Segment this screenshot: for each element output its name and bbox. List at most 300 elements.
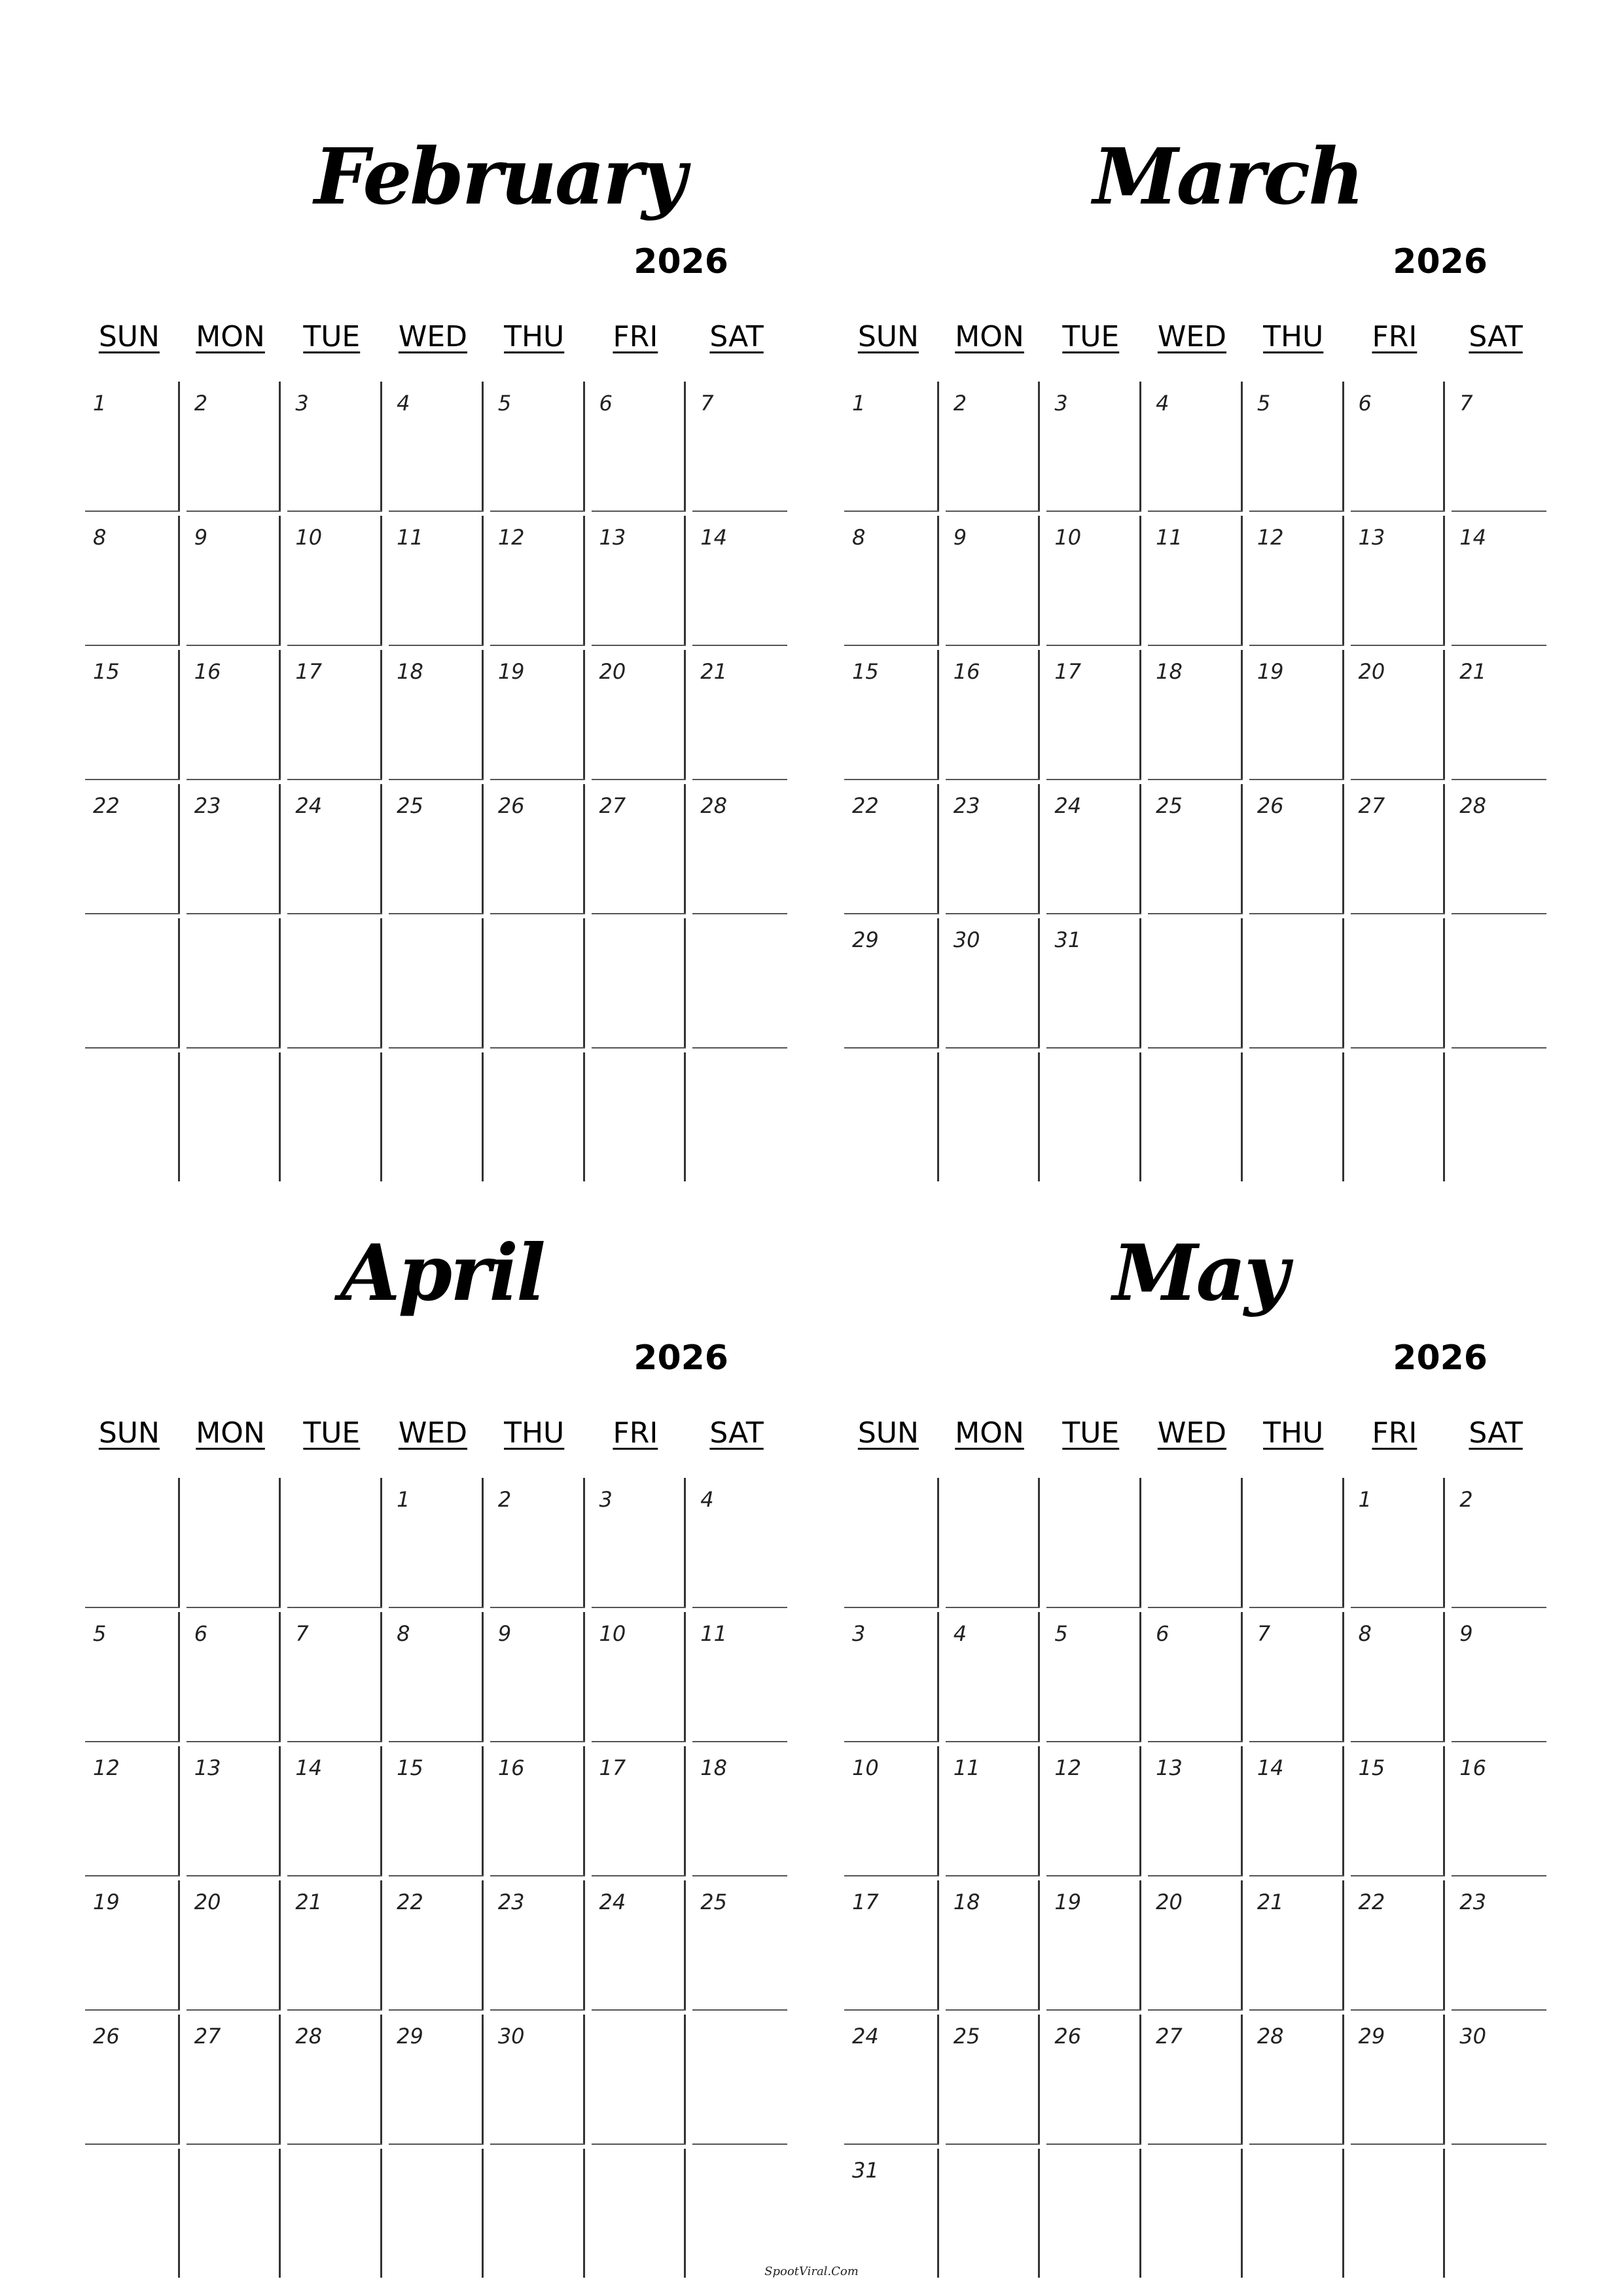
day-cell (382, 1473, 484, 1607)
day-number: 13 (1156, 1755, 1183, 1780)
weekday-label (1141, 311, 1243, 363)
day-cell (382, 1875, 484, 2009)
day-cell (939, 1607, 1041, 1741)
day-cell (180, 2009, 281, 2144)
day-number: 16 (953, 659, 980, 684)
weekday-header (79, 311, 787, 363)
weekday-text: THU (1263, 320, 1324, 353)
day-cell (1141, 2009, 1243, 2144)
day-cell (180, 2144, 281, 2278)
day-number: 7 (295, 1621, 309, 1646)
day-cell (382, 1047, 484, 1181)
day-cell (838, 1741, 939, 1875)
day-number: 27 (1156, 2024, 1183, 2049)
day-cell (484, 645, 585, 779)
month-title: May (1113, 1227, 1287, 1318)
day-number: 12 (1054, 1755, 1082, 1780)
day-cell (180, 1607, 281, 1741)
day-cell (180, 1473, 281, 1607)
day-cell (79, 511, 180, 645)
day-number: 22 (93, 793, 120, 818)
day-number: 19 (1257, 659, 1284, 684)
day-cell (281, 1047, 382, 1181)
day-number: 4 (1156, 391, 1169, 416)
day-number: 12 (93, 1755, 120, 1780)
day-cell (484, 1741, 585, 1875)
weekday-text: THU (1263, 1416, 1324, 1450)
day-cell (180, 645, 281, 779)
day-cell (1040, 1607, 1141, 1741)
day-cell (939, 779, 1041, 913)
day-number: 22 (1358, 1890, 1385, 1914)
day-cell (79, 1875, 180, 2009)
day-number: 4 (700, 1487, 714, 1512)
day-cell (1141, 1741, 1243, 1875)
day-cell (585, 1741, 687, 1875)
day-number: 4 (953, 1621, 967, 1646)
day-number: 25 (700, 1890, 727, 1914)
day-cell (585, 913, 687, 1047)
weekday-label (1344, 311, 1446, 363)
day-number: 17 (1054, 659, 1082, 684)
day-cell (1243, 1607, 1344, 1741)
day-cell (1040, 645, 1141, 779)
day-number: 20 (599, 659, 626, 684)
day-number: 8 (397, 1621, 410, 1646)
day-number: 30 (953, 927, 980, 952)
day-number: 10 (295, 525, 323, 550)
day-cell (382, 645, 484, 779)
weekday-label (1141, 1407, 1243, 1460)
weekday-text: MON (955, 320, 1024, 353)
weekday-header (838, 1407, 1546, 1460)
weekday-text: THU (504, 320, 565, 353)
day-cell (281, 376, 382, 511)
weekday-label (281, 311, 382, 363)
day-cell (939, 1047, 1041, 1181)
day-number: 2 (194, 391, 208, 416)
day-cell (1040, 779, 1141, 913)
day-number: 22 (852, 793, 879, 818)
day-cell (1344, 779, 1446, 913)
day-cell (939, 376, 1041, 511)
day-cell (281, 1875, 382, 2009)
month-may (838, 1211, 1546, 2214)
day-number: 18 (1156, 659, 1183, 684)
day-number: 24 (852, 2024, 879, 2049)
weekday-text: SAT (709, 320, 764, 353)
weekday-text: SUN (98, 320, 160, 353)
day-cell (585, 2144, 687, 2278)
day-cell (382, 1741, 484, 1875)
day-cell (484, 1047, 585, 1181)
weekday-text: WED (398, 1416, 468, 1450)
day-number: 24 (1054, 793, 1082, 818)
day-number: 25 (397, 793, 423, 818)
day-cell (1344, 913, 1446, 1047)
day-cell (1040, 2009, 1141, 2144)
day-number: 11 (1156, 525, 1183, 550)
day-number: 9 (953, 525, 967, 550)
weekday-label (838, 1407, 939, 1460)
day-cell (838, 1607, 939, 1741)
weekday-label (838, 311, 939, 363)
day-cell (1040, 1473, 1141, 1607)
weekday-text: WED (1157, 1416, 1227, 1450)
day-cell (838, 1047, 939, 1181)
day-number: 23 (194, 793, 221, 818)
weekday-text: SUN (98, 1416, 160, 1450)
day-cell (1344, 1473, 1446, 1607)
day-cell (79, 1741, 180, 1875)
day-cell (1445, 1047, 1546, 1181)
day-cell (1141, 779, 1243, 913)
day-number: 20 (194, 1890, 221, 1914)
day-cell (585, 1607, 687, 1741)
day-cell (484, 1473, 585, 1607)
day-cell (939, 1473, 1041, 1607)
day-cell (484, 2144, 585, 2278)
month-year: 2026 (1393, 242, 1488, 281)
day-cell (382, 2144, 484, 2278)
day-cell (1445, 645, 1546, 779)
day-number: 30 (1459, 2024, 1486, 2049)
day-cell (281, 913, 382, 1047)
day-number: 6 (1156, 1621, 1169, 1646)
day-cell (686, 1473, 787, 1607)
day-number: 6 (599, 391, 613, 416)
day-number: 14 (295, 1755, 323, 1780)
day-cell (281, 1473, 382, 1607)
day-cell (939, 645, 1041, 779)
day-cell (686, 1875, 787, 2009)
day-cell (1445, 2144, 1546, 2278)
day-number: 14 (1459, 525, 1486, 550)
day-cell (382, 511, 484, 645)
day-cell (939, 913, 1041, 1047)
day-cell (686, 376, 787, 511)
day-cell (1141, 913, 1243, 1047)
weekday-label (1040, 1407, 1141, 1460)
day-number: 5 (1257, 391, 1271, 416)
month-title: April (340, 1227, 544, 1318)
day-number: 10 (1054, 525, 1082, 550)
day-cell (686, 2144, 787, 2278)
day-cell (1040, 511, 1141, 645)
day-number: 3 (852, 1621, 866, 1646)
day-cell (686, 913, 787, 1047)
day-number: 5 (93, 1621, 107, 1646)
day-number: 25 (953, 2024, 980, 2049)
weekday-text: SAT (709, 1416, 764, 1450)
day-number: 31 (1054, 927, 1082, 952)
day-number: 7 (1459, 391, 1473, 416)
day-number: 11 (700, 1621, 727, 1646)
month-february (79, 115, 787, 1117)
day-cell (838, 645, 939, 779)
month-title: February (314, 131, 685, 222)
day-number: 12 (497, 525, 525, 550)
weekday-text: SUN (857, 320, 919, 353)
day-cell (686, 1607, 787, 1741)
weekday-text: MON (955, 1416, 1024, 1450)
weekday-text: SUN (857, 1416, 919, 1450)
day-number: 20 (1358, 659, 1385, 684)
day-number: 6 (1358, 391, 1372, 416)
day-number: 30 (497, 2024, 525, 2049)
day-cell (79, 2144, 180, 2278)
day-cell (1344, 645, 1446, 779)
day-number: 14 (700, 525, 727, 550)
calendar-grid (838, 1473, 1546, 2278)
day-cell (484, 2009, 585, 2144)
day-cell (838, 376, 939, 511)
weekday-label (585, 1407, 687, 1460)
day-number: 5 (497, 391, 512, 416)
day-cell (180, 376, 281, 511)
day-cell (484, 913, 585, 1047)
day-cell (838, 1875, 939, 2009)
day-number: 10 (599, 1621, 626, 1646)
weekday-label (939, 311, 1041, 363)
day-cell (1141, 1607, 1243, 1741)
day-cell (838, 1473, 939, 1607)
day-number: 9 (497, 1621, 512, 1646)
day-cell (939, 2009, 1041, 2144)
day-number: 2 (497, 1487, 512, 1512)
day-cell (1344, 2009, 1446, 2144)
weekday-label (484, 311, 585, 363)
day-cell (1344, 1047, 1446, 1181)
day-cell (1445, 1607, 1546, 1741)
day-number: 6 (194, 1621, 208, 1646)
weekday-label (79, 311, 180, 363)
day-number: 27 (599, 793, 626, 818)
day-number: 23 (497, 1890, 525, 1914)
day-cell (1243, 2009, 1344, 2144)
day-cell (79, 1047, 180, 1181)
day-cell (686, 1741, 787, 1875)
weekday-text: TUE (1062, 320, 1120, 353)
day-number: 10 (852, 1755, 879, 1780)
day-cell (686, 1047, 787, 1181)
day-number: 12 (1257, 525, 1284, 550)
day-number: 16 (497, 1755, 525, 1780)
weekday-text: SAT (1469, 320, 1523, 353)
footer-credit: SpootViral.Com (764, 2265, 859, 2278)
day-number: 16 (1459, 1755, 1486, 1780)
day-cell (1344, 511, 1446, 645)
day-number: 20 (1156, 1890, 1183, 1914)
day-cell (585, 1875, 687, 2009)
day-number: 13 (194, 1755, 221, 1780)
calendar-grid (838, 376, 1546, 1181)
day-cell (1445, 376, 1546, 511)
day-cell (1141, 645, 1243, 779)
day-number: 28 (1257, 2024, 1284, 2049)
day-cell (180, 913, 281, 1047)
weekday-header (79, 1407, 787, 1460)
weekday-text: TUE (303, 320, 361, 353)
day-cell (1445, 511, 1546, 645)
day-number: 7 (1257, 1621, 1271, 1646)
weekday-label (686, 1407, 787, 1460)
day-number: 1 (1358, 1487, 1372, 1512)
day-cell (484, 1607, 585, 1741)
day-number: 28 (295, 2024, 323, 2049)
day-cell (1344, 376, 1446, 511)
day-number: 8 (1358, 1621, 1372, 1646)
day-number: 11 (397, 525, 423, 550)
day-cell (1445, 779, 1546, 913)
day-number: 1 (852, 391, 866, 416)
day-cell (838, 2144, 939, 2278)
day-number: 26 (1054, 2024, 1082, 2049)
day-number: 26 (93, 2024, 120, 2049)
day-cell (1344, 1607, 1446, 1741)
day-number: 13 (599, 525, 626, 550)
day-number: 23 (953, 793, 980, 818)
day-number: 16 (194, 659, 221, 684)
day-cell (1243, 376, 1344, 511)
day-cell (838, 511, 939, 645)
day-number: 3 (1054, 391, 1068, 416)
day-number: 19 (497, 659, 525, 684)
day-cell (484, 511, 585, 645)
day-number: 15 (397, 1755, 423, 1780)
day-number: 25 (1156, 793, 1183, 818)
day-number: 7 (700, 391, 714, 416)
day-number: 17 (852, 1890, 879, 1914)
day-cell (686, 2009, 787, 2144)
day-cell (1243, 645, 1344, 779)
day-number: 29 (1358, 2024, 1385, 2049)
weekday-text: WED (398, 320, 468, 353)
day-cell (1445, 2009, 1546, 2144)
month-april (79, 1211, 787, 2214)
day-number: 18 (397, 659, 423, 684)
weekday-label (585, 311, 687, 363)
day-cell (686, 511, 787, 645)
day-number: 5 (1054, 1621, 1068, 1646)
day-number: 26 (1257, 793, 1284, 818)
day-number: 28 (700, 793, 727, 818)
day-number: 15 (93, 659, 120, 684)
day-number: 31 (852, 2158, 879, 2183)
day-cell (382, 376, 484, 511)
day-cell (1040, 1875, 1141, 2009)
day-cell (686, 645, 787, 779)
day-cell (1344, 1741, 1446, 1875)
day-number: 15 (1358, 1755, 1385, 1780)
day-cell (1445, 913, 1546, 1047)
day-number: 14 (1257, 1755, 1284, 1780)
calendar-grid (79, 1473, 787, 2278)
weekday-text: FRI (1372, 320, 1418, 353)
day-cell (79, 376, 180, 511)
day-cell (1243, 1047, 1344, 1181)
day-cell (1243, 1875, 1344, 2009)
day-cell (1445, 1875, 1546, 2009)
weekday-label (484, 1407, 585, 1460)
day-number: 15 (852, 659, 879, 684)
day-cell (1141, 376, 1243, 511)
day-number: 8 (93, 525, 107, 550)
day-number: 1 (93, 391, 107, 416)
day-cell (382, 2009, 484, 2144)
weekday-text: MON (196, 1416, 265, 1450)
day-cell (939, 1741, 1041, 1875)
day-number: 21 (1459, 659, 1486, 684)
day-cell (484, 1875, 585, 2009)
weekday-label (1243, 1407, 1344, 1460)
weekday-text: FRI (1372, 1416, 1418, 1450)
weekday-text: MON (196, 320, 265, 353)
weekday-label (180, 1407, 281, 1460)
day-cell (180, 1875, 281, 2009)
day-cell (1141, 1875, 1243, 2009)
day-cell (382, 779, 484, 913)
month-title: March (1093, 131, 1363, 222)
day-cell (281, 2144, 382, 2278)
weekday-label (382, 1407, 484, 1460)
weekday-label (180, 311, 281, 363)
weekday-text: TUE (1062, 1416, 1120, 1450)
day-number: 18 (953, 1890, 980, 1914)
day-cell (1141, 2144, 1243, 2278)
day-number: 18 (700, 1755, 727, 1780)
day-cell (1040, 913, 1141, 1047)
weekday-text: TUE (303, 1416, 361, 1450)
day-number: 2 (1459, 1487, 1473, 1512)
month-year: 2026 (1393, 1338, 1488, 1378)
day-cell (281, 2009, 382, 2144)
day-cell (1243, 913, 1344, 1047)
day-number: 27 (1358, 793, 1385, 818)
day-cell (1040, 376, 1141, 511)
day-cell (1344, 2144, 1446, 2278)
day-cell (939, 1875, 1041, 2009)
day-cell (838, 2009, 939, 2144)
day-cell (1344, 1875, 1446, 2009)
calendar-grid (79, 376, 787, 1181)
day-cell (838, 913, 939, 1047)
weekday-header (838, 311, 1546, 363)
day-number: 17 (295, 659, 323, 684)
weekday-label (1243, 311, 1344, 363)
weekday-label (281, 1407, 382, 1460)
day-number: 29 (852, 927, 879, 952)
day-cell (1243, 1741, 1344, 1875)
day-cell (180, 779, 281, 913)
day-cell (1040, 1741, 1141, 1875)
day-cell (79, 1473, 180, 1607)
day-number: 3 (295, 391, 309, 416)
weekday-text: FRI (613, 320, 658, 353)
day-number: 9 (194, 525, 208, 550)
day-number: 9 (1459, 1621, 1473, 1646)
month-year: 2026 (633, 242, 728, 281)
day-cell (585, 1047, 687, 1181)
day-cell (79, 913, 180, 1047)
day-number: 21 (295, 1890, 323, 1914)
weekday-label (1445, 1407, 1546, 1460)
day-cell (1243, 511, 1344, 645)
day-number: 11 (953, 1755, 980, 1780)
day-cell (939, 2144, 1041, 2278)
day-cell (1141, 1047, 1243, 1181)
day-number: 21 (1257, 1890, 1284, 1914)
